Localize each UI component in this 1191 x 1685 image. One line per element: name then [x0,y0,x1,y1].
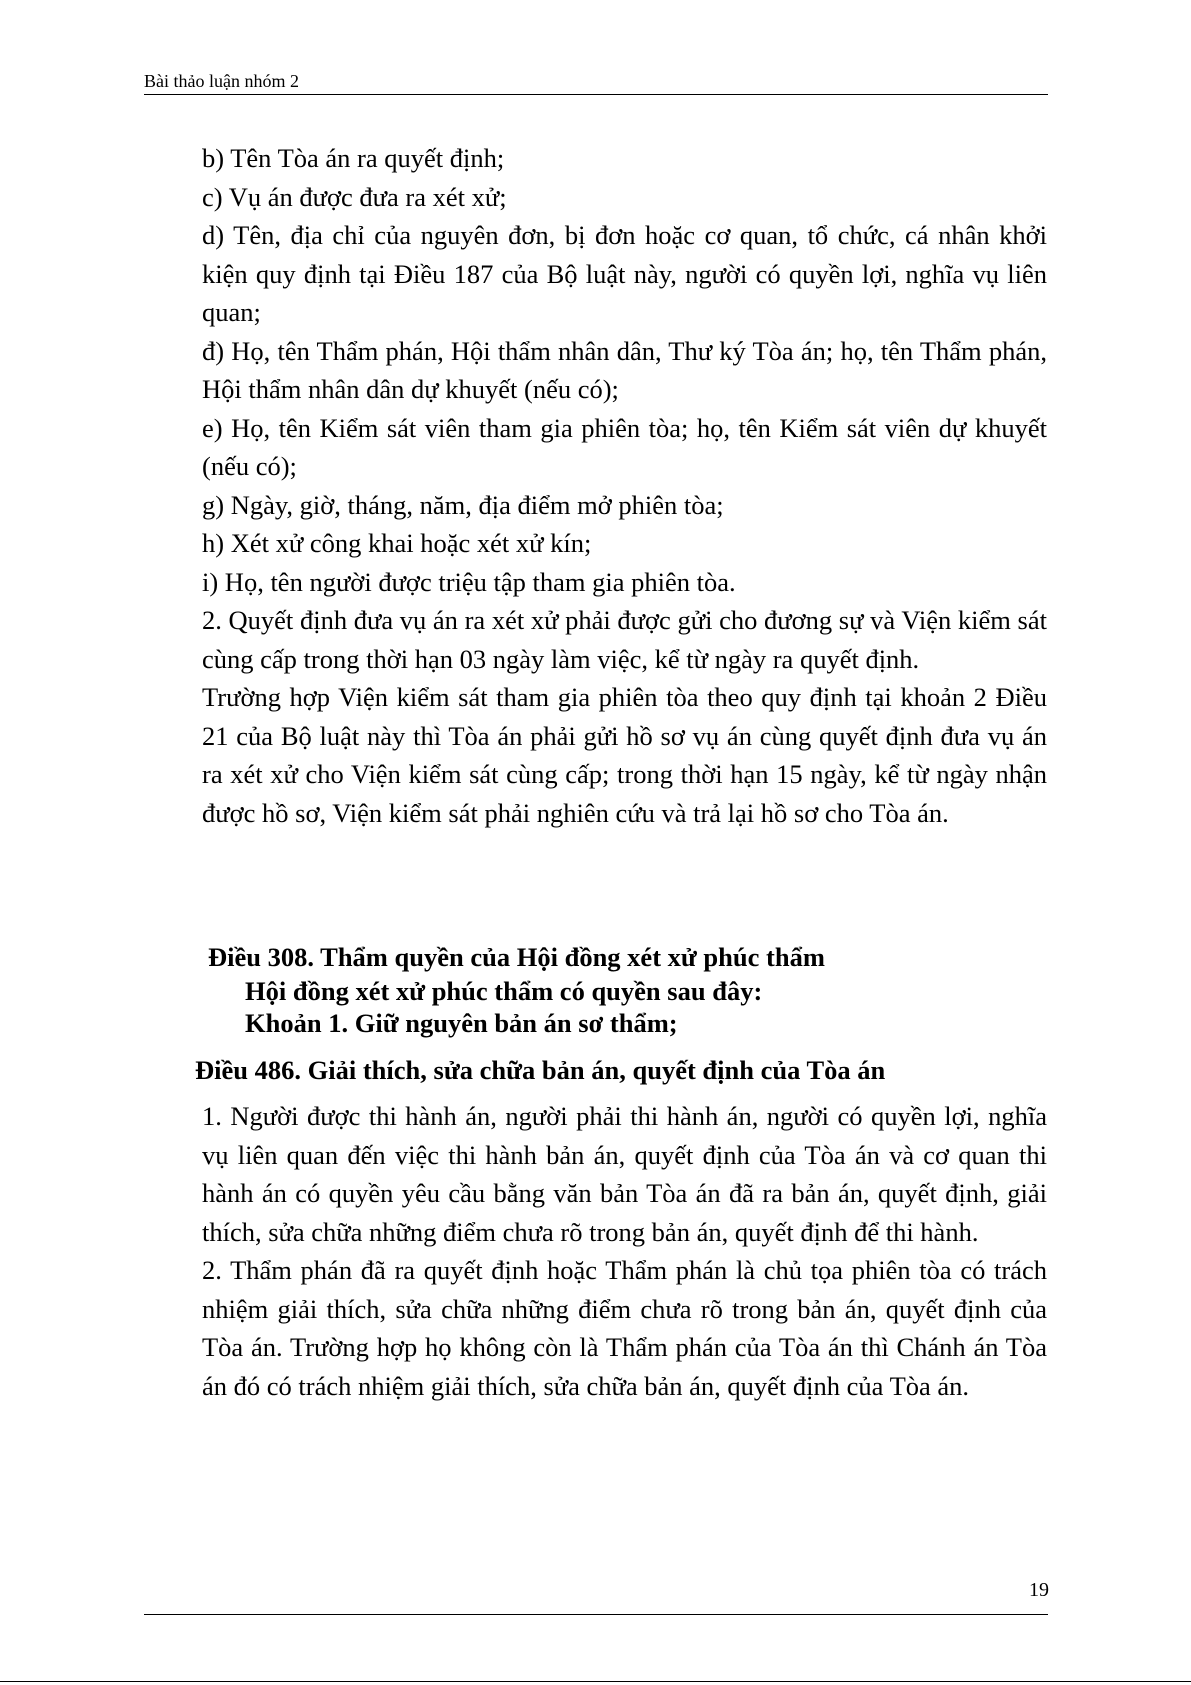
paragraph: đ) Họ, tên Thẩm phán, Hội thẩm nhân dân, Thư ký Tòa án; họ, tên Thẩm phán, Hội thẩm nhân dân dự khuyết (nếu có); [202,335,1047,404]
paragraph: 1. Người được thi hành án, người phải thi hành án, người có quyền lợi, nghĩa vụ liên quan đến việc thi hành bản án, quyết định của Tòa án và cơ quan thi hành án có quyền yêu cầu bằng văn bản Tòa án đã ra bản án, quyết định, giải thích, sửa chữa những điểm chưa rõ trong bản án, quyết định để thi hành. [202,1101,1047,1247]
paragraph: b) Tên Tòa án ra quyết định; [202,143,505,173]
article-308-title: Điều 308. Thẩm quyền của Hội đồng xét xử phúc thẩm [208,942,825,972]
article-486-title: Điều 486. Giải thích, sửa chữa bản án, quyết định của Tòa án [195,1055,886,1085]
paragraph: i) Họ, tên người được triệu tập tham gia phiên tòa. [202,566,736,597]
paragraph: Trường hợp Viện kiểm sát tham gia phiên tòa theo quy định tại khoản 2 Điều 21 của Bộ luật này thì Tòa án phải gửi hồ sơ vụ án cùng quyết định đưa vụ án ra xét xử cho Viện kiểm sát cùng cấp; trong thời hạn 15 ngày, kể từ ngày nhận được hồ sơ, Viện kiểm sát phải nghiên cứu và trả lại hồ sơ cho Tòa án. [202,682,1047,828]
header-rule [144,94,1048,95]
running-header: Bài thảo luận nhóm 2 [144,71,299,91]
paragraph: g) Ngày, giờ, tháng, năm, địa điểm mở phiên tòa; [202,489,724,520]
paragraph: 2. Thẩm phán đã ra quyết định hoặc Thẩm phán là chủ tọa phiên tòa có trách nhiệm giải thích, sửa chữa những điểm chưa rõ trong bản án, quyết định của Tòa án. Trường hợp họ không còn là Thẩm phán của Tòa án thì Chánh án Tòa án đó có trách nhiệm giải thích, sửa chữa bản án, quyết định của Tòa án. [202,1255,1047,1401]
paragraph: 2. Quyết định đưa vụ án ra xét xử phải được gửi cho đương sự và Viện kiểm sát cùng cấp trong thời hạn 03 ngày làm việc, kể từ ngày ra quyết định. [202,605,1047,674]
paragraph: h) Xét xử công khai hoặc xét xử kín; [202,528,592,558]
paragraph: d) Tên, địa chỉ của nguyên đơn, bị đơn hoặc cơ quan, tổ chức, cá nhân khởi kiện quy định tại Điều 187 của Bộ luật này, người có quyền lợi, nghĩa vụ liên quan; [202,220,1047,327]
footer-rule [144,1614,1048,1615]
paragraph: e) Họ, tên Kiểm sát viên tham gia phiên tòa; họ, tên Kiểm sát viên dự khuyết (nếu có); [202,412,1047,481]
section-a-body [202,139,1047,832]
page-number: 19 [1029,1579,1049,1601]
paragraph: c) Vụ án được đưa ra xét xử; [202,181,507,212]
article-486-body [202,1097,1047,1405]
article-308-subtitle: Hội đồng xét xử phúc thẩm có quyền sau đây: [245,976,763,1006]
page-bottom-edge [0,1681,1191,1682]
article-308-clause: Khoản 1. Giữ nguyên bản án sơ thẩm; [245,1008,678,1038]
